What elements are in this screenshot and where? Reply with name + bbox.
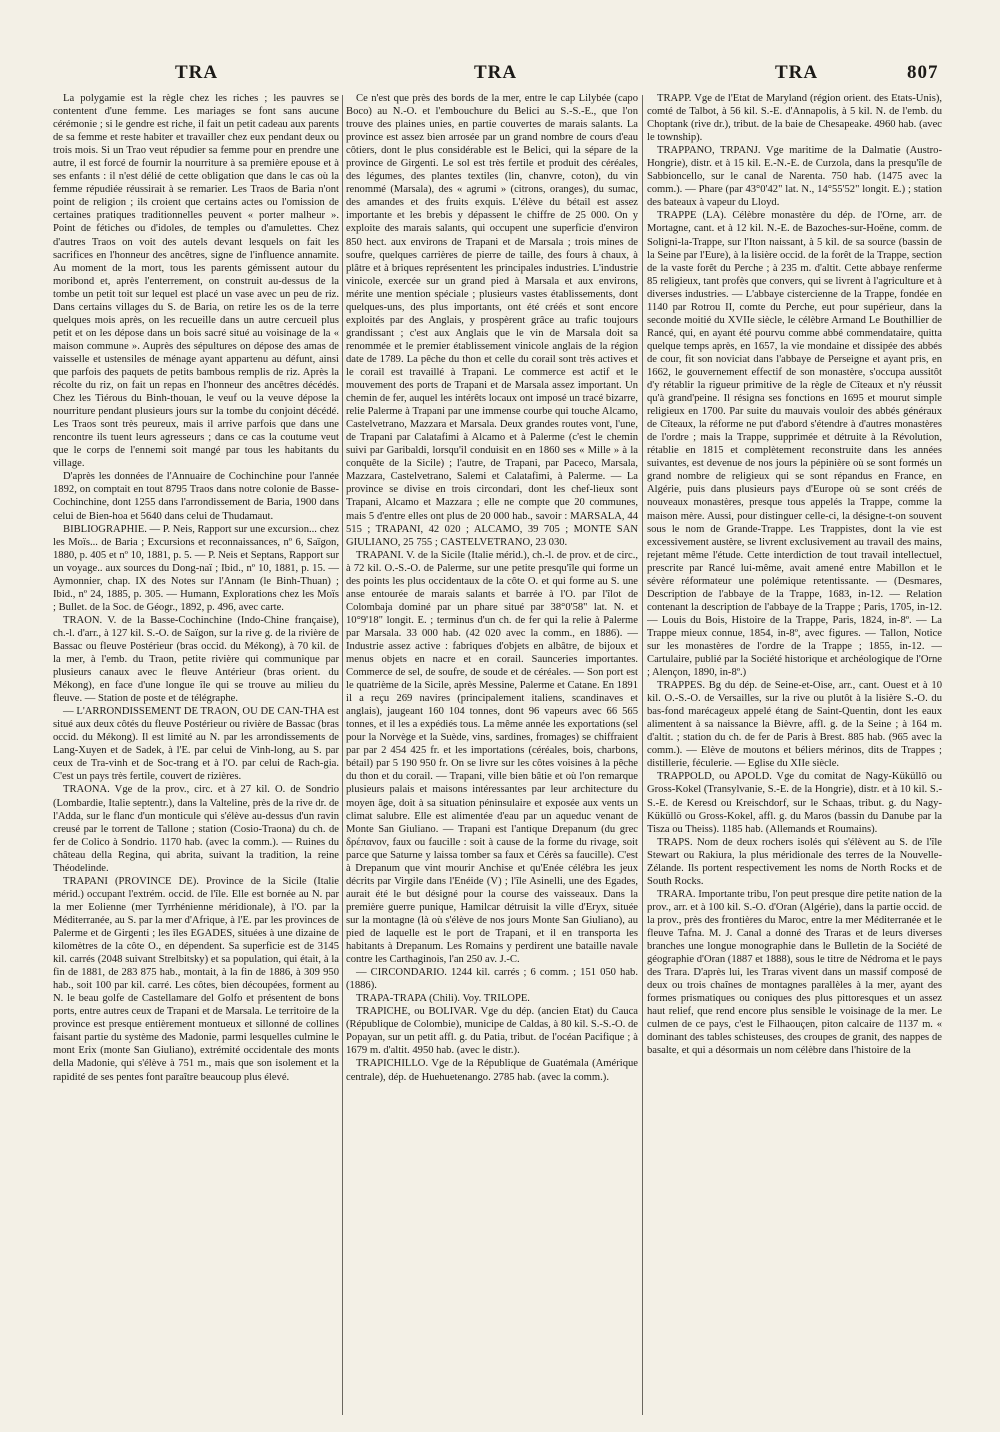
column-left: [53, 92, 339, 1422]
page-number: 807: [907, 62, 939, 83]
entry-trapp: TRAPP. Vge de l'Etat de Maryland (région orient. des Etats-Unis), comté de Talbot, à 56 kil. S.-E. d'Annapolis, à 5 kil. N. de l'emb. du Choptank (rive dr.), tribut. de la baie de Chesapeake. 4960 hab. (avec le township).: [647, 93, 942, 144]
column-rule-right: [642, 95, 643, 1415]
column-right: [647, 92, 942, 1422]
entry-trara: TRARA. Importante tribu, l'on peut presque dire petite nation de la prov., arr. et à 100 kil. S.-O. d'Oran (Algérie), dans la partie occid. de la prov., près des frontières du Maroc, entre la mer Méditerranée et le fleuve Tafna. M. J. Canal a donné des Traras et de leurs diverses branches une longue monographie dans le Bulletin de la Société de géographie d'Oran (1887 et 1888), sous le titre de Nédroma et le pays des Trara. D'après lui, les Traras vivent dans un massif composé de deux ou trois chaînes de montagnes parallèles à la mer, ayant des formes prismatiques ou coniques des plus pittoresques et un assez haut relief, que rend encore plus sensible le voisinage de la mer. Le culmen de ce pays, c'est le Filhaouçen, piton calcaire de 1137 m. « dominant des tables schisteuses, des croupes de granit, des nappes de basalte, et qui a désormais un nom célèbre dans l'histoire de la: [647, 888, 942, 1057]
entry-trapani: TRAPANI. V. de la Sicile (Italie mérid.), ch.-l. de prov. et de circ., à 72 kil. O.-S.-O. de Palerme, sur une petite presqu'île qui forme un des points les plus occidentaux de la côte O. et qui forme au S. une anse entourée de marais salants et barrée à l'O. par l'îlot de Colombaja dominé par un phare situé par 38°0'58" lat. N. et 10°9'18" longit. E. ; terminus d'un ch. de fer qui la relie à Palerme par Marsala. 33 000 hab. (42 020 avec la comm., en 1886). — Industrie assez active : fabriques d'objets en albâtre, de bijoux et menus objets en nacre et en corail. Saunceries importantes. Commerce de sel, de soufre, de soude et de céréales. — Son port est le quatrième de la Sicile, après Messine, Palerme et Catane. En 1891 il a reçu 269 navires (principalement italiens, scandinaves et anglais), jaugeant 160 104 tonnes, dont 96 vapeurs avec 66 565 tonnes, et il les a expédiés tous. La même année les exportations (sel pour la Norvège et la Suède, vins, sardines, fromages) se chiffraient par par 2 454 425 fr. et les importations (céréales, bois, charbons, bétail) par 5 190 950 fr. On se livre sur les côtes voisines à la pêche du thon et du corail. — Trapani, ville bien bâtie et où l'on remarque plusieurs palais et maisons intéressantes par leur architecture du moyen âge, doit à sa situation péninsulaire et exposée aux vents un climat salubre. Elle est alimentée d'eau par un aqueduc venant de Monte San Giuliano. — Trapani est l'antique Drepanum (du grec δρέπανον, faux ou faucille : soit à cause de la forme du rivage, soit parce que Saturne y laissa tomber sa faux et Cérès sa faucille). C'est à Drepanum que vint mourir Anchise et qu'Enée célébra les jeux décrits par Virgile dans l'Enéide (V) ; l'île Asinelli, une des Egades, aurait été le but désigné pour la course des vaisseaux. Dans la première guerre punique, Hamilcar détruisit la ville d'Eryx, située sur la montagne (là où s'élève de nos jours Monte San Giuliano), au pied de laquelle est le port de Trapani, et il en transporta les habitants à Drepanum. Les Romains y perdirent une bataille navale contre les Carthaginois, l'an 250 av. J.-C.: [346, 549, 638, 966]
column-middle: [346, 92, 638, 1422]
entry-traps: TRAPS. Nom de deux rochers isolés qui s'élèvent au S. de l'île Stewart ou Rakiura, la plus méridionale des terres de la Nouvelle-Zélande. Ils portent respectivement les noms de North Rocks et de South Rocks.: [647, 836, 942, 887]
paragraph: — CIRCONDARIO. 1244 kil. carrés ; 6 comm. ; 151 050 hab. (1886).: [346, 967, 638, 992]
entry-trappano: TRAPPANO, TRPANJ. Vge maritime de la Dalmatie (Austro-Hongrie), distr. et à 15 kil. E.-N.-E. de Curzola, dans la presqu'île de Sabbioncello, sur le canal de Narenta. 750 hab. (1475 avec la comm.). — Phare (par 43°0'42" lat. N., 14°55'52" longit. E.) ; station des bateaux à vapeur du Lloyd.: [647, 145, 942, 209]
entry-trapiche: TRAPICHE, ou BOLIVAR. Vge du dép. (ancien Etat) du Cauca (République de Colombie), municipe de Caldas, à 80 kil. S.-S.-O. de Popayan, sur un petit affl. g. du Patia, tribut. de l'océan Pacifique ; à 1679 m. d'altit. 4950 hab. (avec le distr.).: [346, 1006, 638, 1057]
header-center-headword: TRA: [474, 62, 518, 83]
paragraph: — L'ARRONDISSEMENT DE TRAON, OU DE CAN-THA est situé aux deux côtés du fleuve Postérieur ou rivière de Bassac (bras occid. du Mékong). Il est limité au N. par les arrondissements de Lang-Xuyen et de Sadek, à l'E. par celui de Vinh-long, au S. par ceux de Tra-vinh et de Soc-trang et à l'O. par celui de Rach-gia. C'est un pays très fertile, couvert de rizières.: [53, 706, 339, 783]
entry-trapa-trapa: TRAPA-TRAPA (Chili). Voy. TRILOPE.: [356, 993, 530, 1005]
column-rule-left: [342, 95, 343, 1415]
running-header: [0, 62, 1000, 92]
entry-trappe: TRAPPE (LA). Célèbre monastère du dép. de l'Orne, arr. de Mortagne, cant. et à 12 kil. N.-E. de Bazoches-sur-Hoëne, comm. de Soligni-la-Trappe, sur l'Iton naissant, à 5 kil. de sa source (bassin de la Seine par l'Eure), à la lisière occid. de la forêt de la Trappe, section de la vaste forêt du Perche ; à 235 m. d'altit. Cette abbaye renferme 85 religieux, tant profès que convers, qui se livrent à l'agriculture et à diverses industries. — L'abbaye cistercienne de la Trappe, fondée en 1140 par Rotrou II, comte du Perche, eut pour supérieur, dans la seconde moitié du XVIIe siècle, le célèbre Armand Le Bouthillier de Rancé, qui, en ayant été pourvu comme abbé commendataire, quitta quelque temps après, en 1657, la vie mondaine et dissipée des abbés de cour, fit son noviciat dans l'abbaye de Perseigne et ayant pris, en 1662, le gouvernement effectif de son monastère, s'occupa aussitôt d'y rétablir la rigueur primitive de la règle de Cîteaux et n'y réussit qu'à grand'peine. Il résigna ses fonctions en 1695 et mourut simple religieux en 1700. Par suite du mauvais vouloir des abbés généraux de Cîteaux, la réforme ne put d'abord s'étendre à d'autres monastères de l'ordre ; mais la Trappe, supprimée et détruite à la Révolution, rétablie en 1815 et complètement reconstruite dans les années suivantes, est devenue de nos jours la pépinière où se sont formés un grand nombre de religieux qui se sont répandus en France, en Algérie, puis dans plusieurs pays d'Europe où se sont créés de nouveaux monastères, presque tous appelés la Trappe, comme la maison mère. Aussi, pour distinguer celle-ci, la désigne-t-on souvent sous le nom de Grande-Trappe. Les Trappistes, dont la vie est excessivement austère, se livrent exclusivement au travail des mains, rejetant même l'étude. Cette interdiction de tout travail intellectuel, prescrite par Rancé lui-même, avait amené entre Mabillon et le sévère réformateur une polémique retentissante. — (Desmares, Description de l'abbaye de la Trappe, 1683, in-12. — Relation contenant la description de l'abbaye de la Trappe ; Paris, 1705, in-12. — Louis du Bois, Histoire de la Trappe, Paris, 1824, in-8º. — La Trappe mieux connue, 1854, in-8º, avec figures. — Tallon, Notice sur les monastères de l'ordre de la Trappe ; 1855, in-12. — Cartulaire, publié par la Société historique et archéologique de l'Orne ; Alençon, 1890, in-8º.): [647, 210, 942, 679]
bibliography-paragraph: BIBLIOGRAPHIE. — P. Neis, Rapport sur une excursion... chez les Moïs... de Baria ; Excursions et reconnaissances, nº 6, Saïgon, 1880, p. 405 et nº 10, 1881, p. 5. — P. Neis et Septans, Rapport sur un voyage.. aux sources du Dong-naï ; Ibid., nº 10, 1881, p. 15. — Aymonnier, chap. IX des Notes sur l'Annam (le Binh-Thuan) ; Ibid., nº 24, 1885, p. 305. — Humann, Explorations chez les Moïs ; Bullet. de la Soc. de Géogr., 1892, p. 496, avec carte.: [53, 523, 339, 613]
header-left-headword: TRA: [175, 62, 219, 83]
entry-traon: TRAON. V. de la Basse-Cochinchine (Indo-Chine française), ch.-l. d'arr., à 127 kil. S.-O. de Saïgon, sur la rive g. de la rivière de Bassac ou fleuve Postérieur (bras occid. du Mékong), à 70 kil. de la mer, à l'emb. du Traon, petite rivière qui communique par plusieurs canaux avec le fleuve Antérieur (bras orient. du Mékong), en face d'une longue île qui se trouve au milieu du fleuve. — Station de poste et de télégraphe.: [53, 614, 339, 705]
entry-trapichillo: TRAPICHILLO. Vge de la République de Guatémala (Amérique centrale), dép. de Huehuetenango. 2785 hab. (avec la comm.).: [346, 1058, 638, 1083]
entry-trapani-province: TRAPANI (PROVINCE DE). Province de la Sicile (Italie mérid.) occupant l'extrém. occid. de l'île. Elle est bornée au N. par la mer Eolienne (mer Tyrrhénienne méridionale), à l'O. par la Méditerranée, au S. par la mer d'Afrique, à l'E. par les provinces de Palerme et de Girgenti ; les îles EGADES, situées à une dizaine de kilomètres de la côte O., en dépendent. Sa superficie est de 3145 kil. carrés (2048 suivant Strelbitsky) et sa population, qui était, à la fin de 1881, de 283 875 hab., montait, à la fin de 1886, à 309 950 hab., soit 100 par kil. carré. Les côtes, bien découpées, forment au N. le beau golfe de Castellamare del Golfo et présentent de bons ports, entre autres ceux de Trapani et de Marsala. Le territoire de la province est presque entièrement montueux et sillonné de collines faisant partie du système des Madonie, parmi lesquelles culmine le mont Erix (monte San Giuliano), extrémité occidentale des monts della Madonie, qui s'élève à 751 m., mais que son isolement et la rapidité de ses pentes font paraître beaucoup plus élevé.: [53, 875, 339, 1083]
entry-trappes: TRAPPES. Bg du dép. de Seine-et-Oise, arr., cant. Ouest et à 10 kil. O.-S.-O. de Versailles, sur la rive ou plutôt à la lisière S.-O. du bas-fond marécageux appelé étang de Saint-Quentin, dont les eaux alimentent à sa naissance la Bièvre, affl. g. de la Seine ; à 164 m. d'altit. ; station du ch. de fer de Paris à Brest. 885 hab. (965 avec la comm.). — Elève de moutons et béliers mérinos, dits de Trappes ; distillerie, féculerie. — Eglise du XIIe siècle.: [647, 680, 942, 770]
paragraph: D'après les données de l'Annuaire de Cochinchine pour l'année 1892, on comptait en tout 8795 Traos dans notre colonie de Basse-Cochinchine, dont 1255 dans l'arrondissement de Baria, 1900 dans celui de Bien-hoa et 5640 dans celui de Thudamaut.: [53, 471, 339, 522]
header-right-headword: TRA: [775, 62, 819, 83]
entry-trappold: TRAPPOLD, ou APOLD. Vge du comitat de Nagy-Küküllö ou Gross-Kokel (Transylvanie, S.-E. de la Hongrie), distr. et à 10 kil. S.-S.-E. de Keresd ou Kreischdorf, sur le Schaas, tribut. g. du Nagy-Küküllö ou Gross-Kokel, affl. g. du Maros (bassin du Danube par la Tisza ou Theiss). 1185 hab. (Allemands et Roumains).: [647, 771, 942, 835]
paragraph: Ce n'est que près des bords de la mer, entre le cap Lilybée (capo Boco) au N.-O. et l'embouchure du Belici au S.-S.-E., que l'on trouve des plaines unies, en partie couvertes de marais salants. La province est assez bien arrosée par un grand nombre de cours d'eau côtiers, dont le plus considérable est le Belici, qui la sépare de la province de Girgenti. Le sol est très fertile et produit des céréales, des légumes, des plantes textiles (lin, chanvre, coton), du vin renommé (Marsala), des « agrumi » (citrons, oranges), du sumac, des amandes et des fruits exquis. L'élève du bétail est assez importante et les brebis y dépassent le chiffre de 25 000. On y exploite des marais salants, qui occupent une superficie d'environ 850 hect. aux environs de Trapani et de Marsala ; trois mines de soufre, quelques carrières de pierre de taille, des fours à chaux, à plâtre et à briques représentent les principales industries. L'industrie vinicole, exercée sur un grand pied à Marsala et aux environs, mérite une mention spéciale ; plusieurs vastes établissements, dont quelques-uns, des plus importants, ont été créés et sont encore exploités par des Anglais, y prospèrent grâce au trafic toujours grandissant ; c'est aux Anglais que le vin de Marsala doit sa renommée et le premier établissement vinicole anglais de la région date de 1789. La pêche du thon et celle du corail sont très actives et le corail est travaillé à Trapani. Le commerce est actif et le mouvement des ports de Trapani et de Marsala assez important. Un chemin de fer, auquel les intérêts locaux ont imposé un tracé bizarre, relie Palerme à Trapani par une immense courbe qui touche Alcamo, Castelvetrano, Mazzara et Marsala. Deux grandes routes vont, l'une, de Trapani par Calatafimi à Alcamo et à Palerme (c'est le chemin suivi par Garibaldi, lorsqu'il conduisit en en 1860 ses « Mille » à la conquête de la Sicile) ; l'autre, de Trapani, par Paceco, Marsala, Mazzara, Castelvetrano, Salemi et Calatafimi, à Palerme. — La province se divise en trois circondari, dont les chef-lieux sont Trapani, Alcamo et Mazzara ; elle ne compte que 20 communes, mais 5 d'entre elles ont plus de 20 000 hab., savoir : MARSALA, 44 515 ; TRAPANI, 42 020 ; ALCAMO, 39 705 ; MONTE SAN GIULIANO, 25 755 ; CASTELVETRANO, 23 030.: [346, 93, 638, 548]
paragraph: La polygamie est la règle chez les riches ; les pauvres se contentent d'une femme. Les mariages se font sans aucune cérémonie ; si le gendre est riche, il fait un petit cadeau aux parents de sa femme et reste habiter et travailler chez eux pendant deux ou trois mois. Si un Trao veut répudier sa femme pour en prendre une autre, il est forcé de fournir la nourriture à sa première epouse et à ses enfants : il n'est délié de cette obligation que dans le cas où la femme répudiée réussirait à se remarier. Les Traos de Baria n'ont point de religion ; ils croient que certains actes ou l'omission de certaines pratiques traditionnelles peuvent « porter malheur ». Point de fétiches ou d'idoles, de temples ou d'amulettes. Chez d'autres Traos on voit des autels devant lesquels on fait les sacrifices en l'honneur des ancêtres, signe de l'influence annamite. Au moment de la mort, tous les parents gémissent autour du moribond et, après l'enterrement, on construit au-dessus de la tombe un petit toit sur lequel est placé un vase avec un peu de riz. Dans certains villages du S. de Baria, on retire les os de la terre quelques mois après, on les recueille dans un autre cercueil plus petit et on les dépose dans un bois sacré situé au voisinage de la « maison commune ». Auprès des sépultures on dépose des amas de vaisselle et ustensiles de ménage ayant appartenu au défunt, ainsi que parfois des paquets de petits bambous remplis de riz. Après la récolte du riz, on fait un repas en l'honneur des ancêtres décédés. Chez les Tiérous du Binh-thouan, le veuf ou la veuve dépose la nourriture pendant plusieurs jours sur la tombe du conjoint décédé. Les Traos sont très peureux, mais il arrive parfois que dans une rencontre ils tuent leurs agresseurs ; dans ce cas la coutume veut que le corps de l'ennemi soit mangé par tous les habitants du village.: [53, 93, 339, 470]
entry-traona: TRAONA. Vge de la prov., circ. et à 27 kil. O. de Sondrio (Lombardie, Italie septentr.), dans la Valteline, près de la rive dr. de l'Adda, sur le flanc d'un monticule qui s'élève au-dessus d'un ravin creusé par le torrent de Tallone ; station (Cosio-Traona) du ch. de fer de Colico à Sondrio. 1170 hab. (avec la comm.). — Ruines du château della Regina, qui abrita, suivant la tradition, la reine Théodelinde.: [53, 784, 339, 874]
